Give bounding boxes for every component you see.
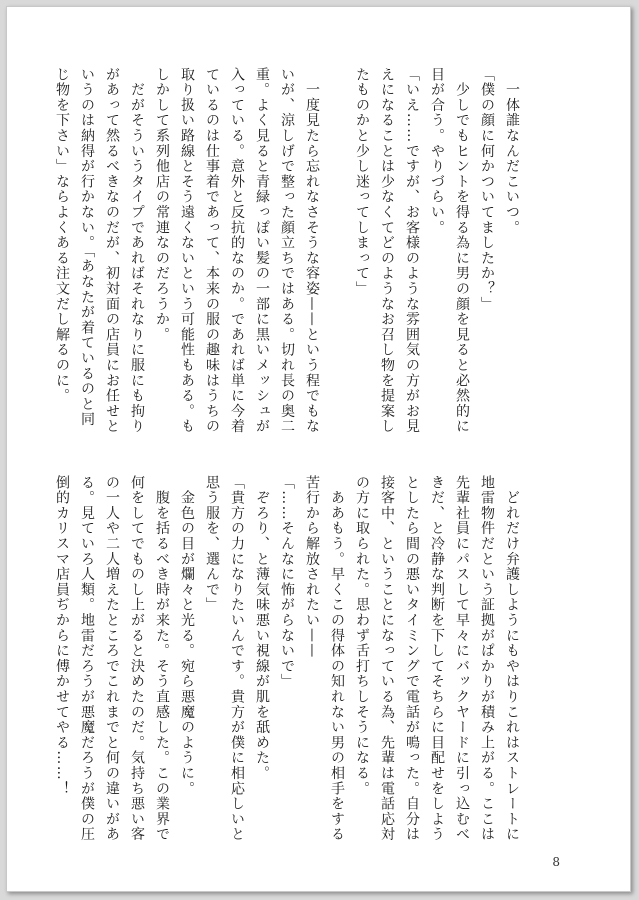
text-line: だがそういうタイプであればそれなりに服にも拘り <box>129 67 145 435</box>
text-line: ぞろり、と薄気味悪い視線が肌を舐めた。 <box>254 475 270 781</box>
text-line: きだ、と冷静な判断を下してそちらに目配せをしよう <box>429 475 445 843</box>
text-line: 目が合う。やりづらい。 <box>429 67 445 236</box>
text-line: ているのは仕事着であって、本来の服の趣味はうちの <box>204 67 220 435</box>
text-line: 先輩社員にパスして早々にバックヤードに引っ込むべ <box>454 475 470 843</box>
text-line: 入っている。意外と反抗的なのか。であれば単に今着 <box>229 67 245 435</box>
text-line: 接客中、ということになっている為、先輩は電話応対 <box>379 475 395 843</box>
text-line: えになることは少なくてどのようなお召し物を提案し <box>379 67 395 435</box>
text-line: 一体誰なんだこいつ。 <box>504 67 520 236</box>
lower-text-block <box>49 475 524 843</box>
text-line: としたら間の悪いタイミングで電話が鳴った。自分は <box>404 475 420 843</box>
text-line: 何をしてでものし上がると決めたのだ。気持ち悪い客 <box>129 475 145 843</box>
text-line: 苦行から解放されたい—— <box>304 475 320 659</box>
text-line: いうのは納得が行かない。「あなたが着ているのと同 <box>79 67 95 428</box>
text-line: 「……そんなに怖がらないで」 <box>279 475 295 690</box>
document-page <box>6 6 631 892</box>
text-line: 「貴方の力になりたいんです。貴方が僕に相応しいと <box>229 475 245 843</box>
text-line: 金色の目が爛々と光る。宛ら悪魔のように。 <box>179 475 195 797</box>
text-line: の方に取られた。思わず舌打ちしそうになる。 <box>354 475 370 797</box>
text-line: 「いえ……ですが、お客様のような雰囲気の方がお見 <box>404 67 420 435</box>
text-line: じ物を下さい」ならよくある注文だし解るのに。 <box>54 67 70 404</box>
text-line: しかして系列他店の常連なのだろうか。 <box>154 67 170 343</box>
text-line: 地雷物件だという証拠がぱかりが積み上がる。ここは <box>479 475 495 843</box>
text-line: 腹を括るべき時が来た。そう直感した。この業界で <box>154 475 170 843</box>
text-line: 「僕の顔に何かついてましたか？」 <box>479 67 495 312</box>
text-line: 倒的カリスマ店員ぢからに傅かせてやる……！ <box>54 475 70 797</box>
text-line: の一人や二人増えたところでこれまでと何の違いがあ <box>104 475 120 843</box>
text-line: いが、涼しげで整った顔立ちではある。切れ長の奥二 <box>279 67 295 435</box>
text-line: 重。よく見ると青緑っぽい髪の一部に黒いメッシュが <box>254 67 270 435</box>
text-line: たものかと少し迷ってしまって」 <box>354 67 370 297</box>
upper-text-block <box>49 67 524 435</box>
text-line: 一度見たら忘れなさそうな容姿——という程でもな <box>304 67 320 435</box>
page-number: 8 <box>552 855 560 869</box>
text-line: どれだけ弁護しようにもやはりこれはストレートに <box>504 475 520 843</box>
text-line: があって然るべきなのだが、初対面の店員にお任せと <box>104 67 120 435</box>
text-line <box>324 67 349 412</box>
text-line: 取り扱い路線とそう遠くないという可能性もある。も <box>179 67 195 435</box>
text-line: 少しでもヒントを得る為に男の顔を見ると必然的に <box>454 67 470 435</box>
text-line: 思う服を、選んで」 <box>204 475 220 613</box>
text-line: ああもう。早くこの得体の知れない男の相手をする <box>329 475 345 843</box>
text-line: る。見ていろ人類。地雷だろうが悪魔だろうが僕の圧 <box>79 475 95 843</box>
